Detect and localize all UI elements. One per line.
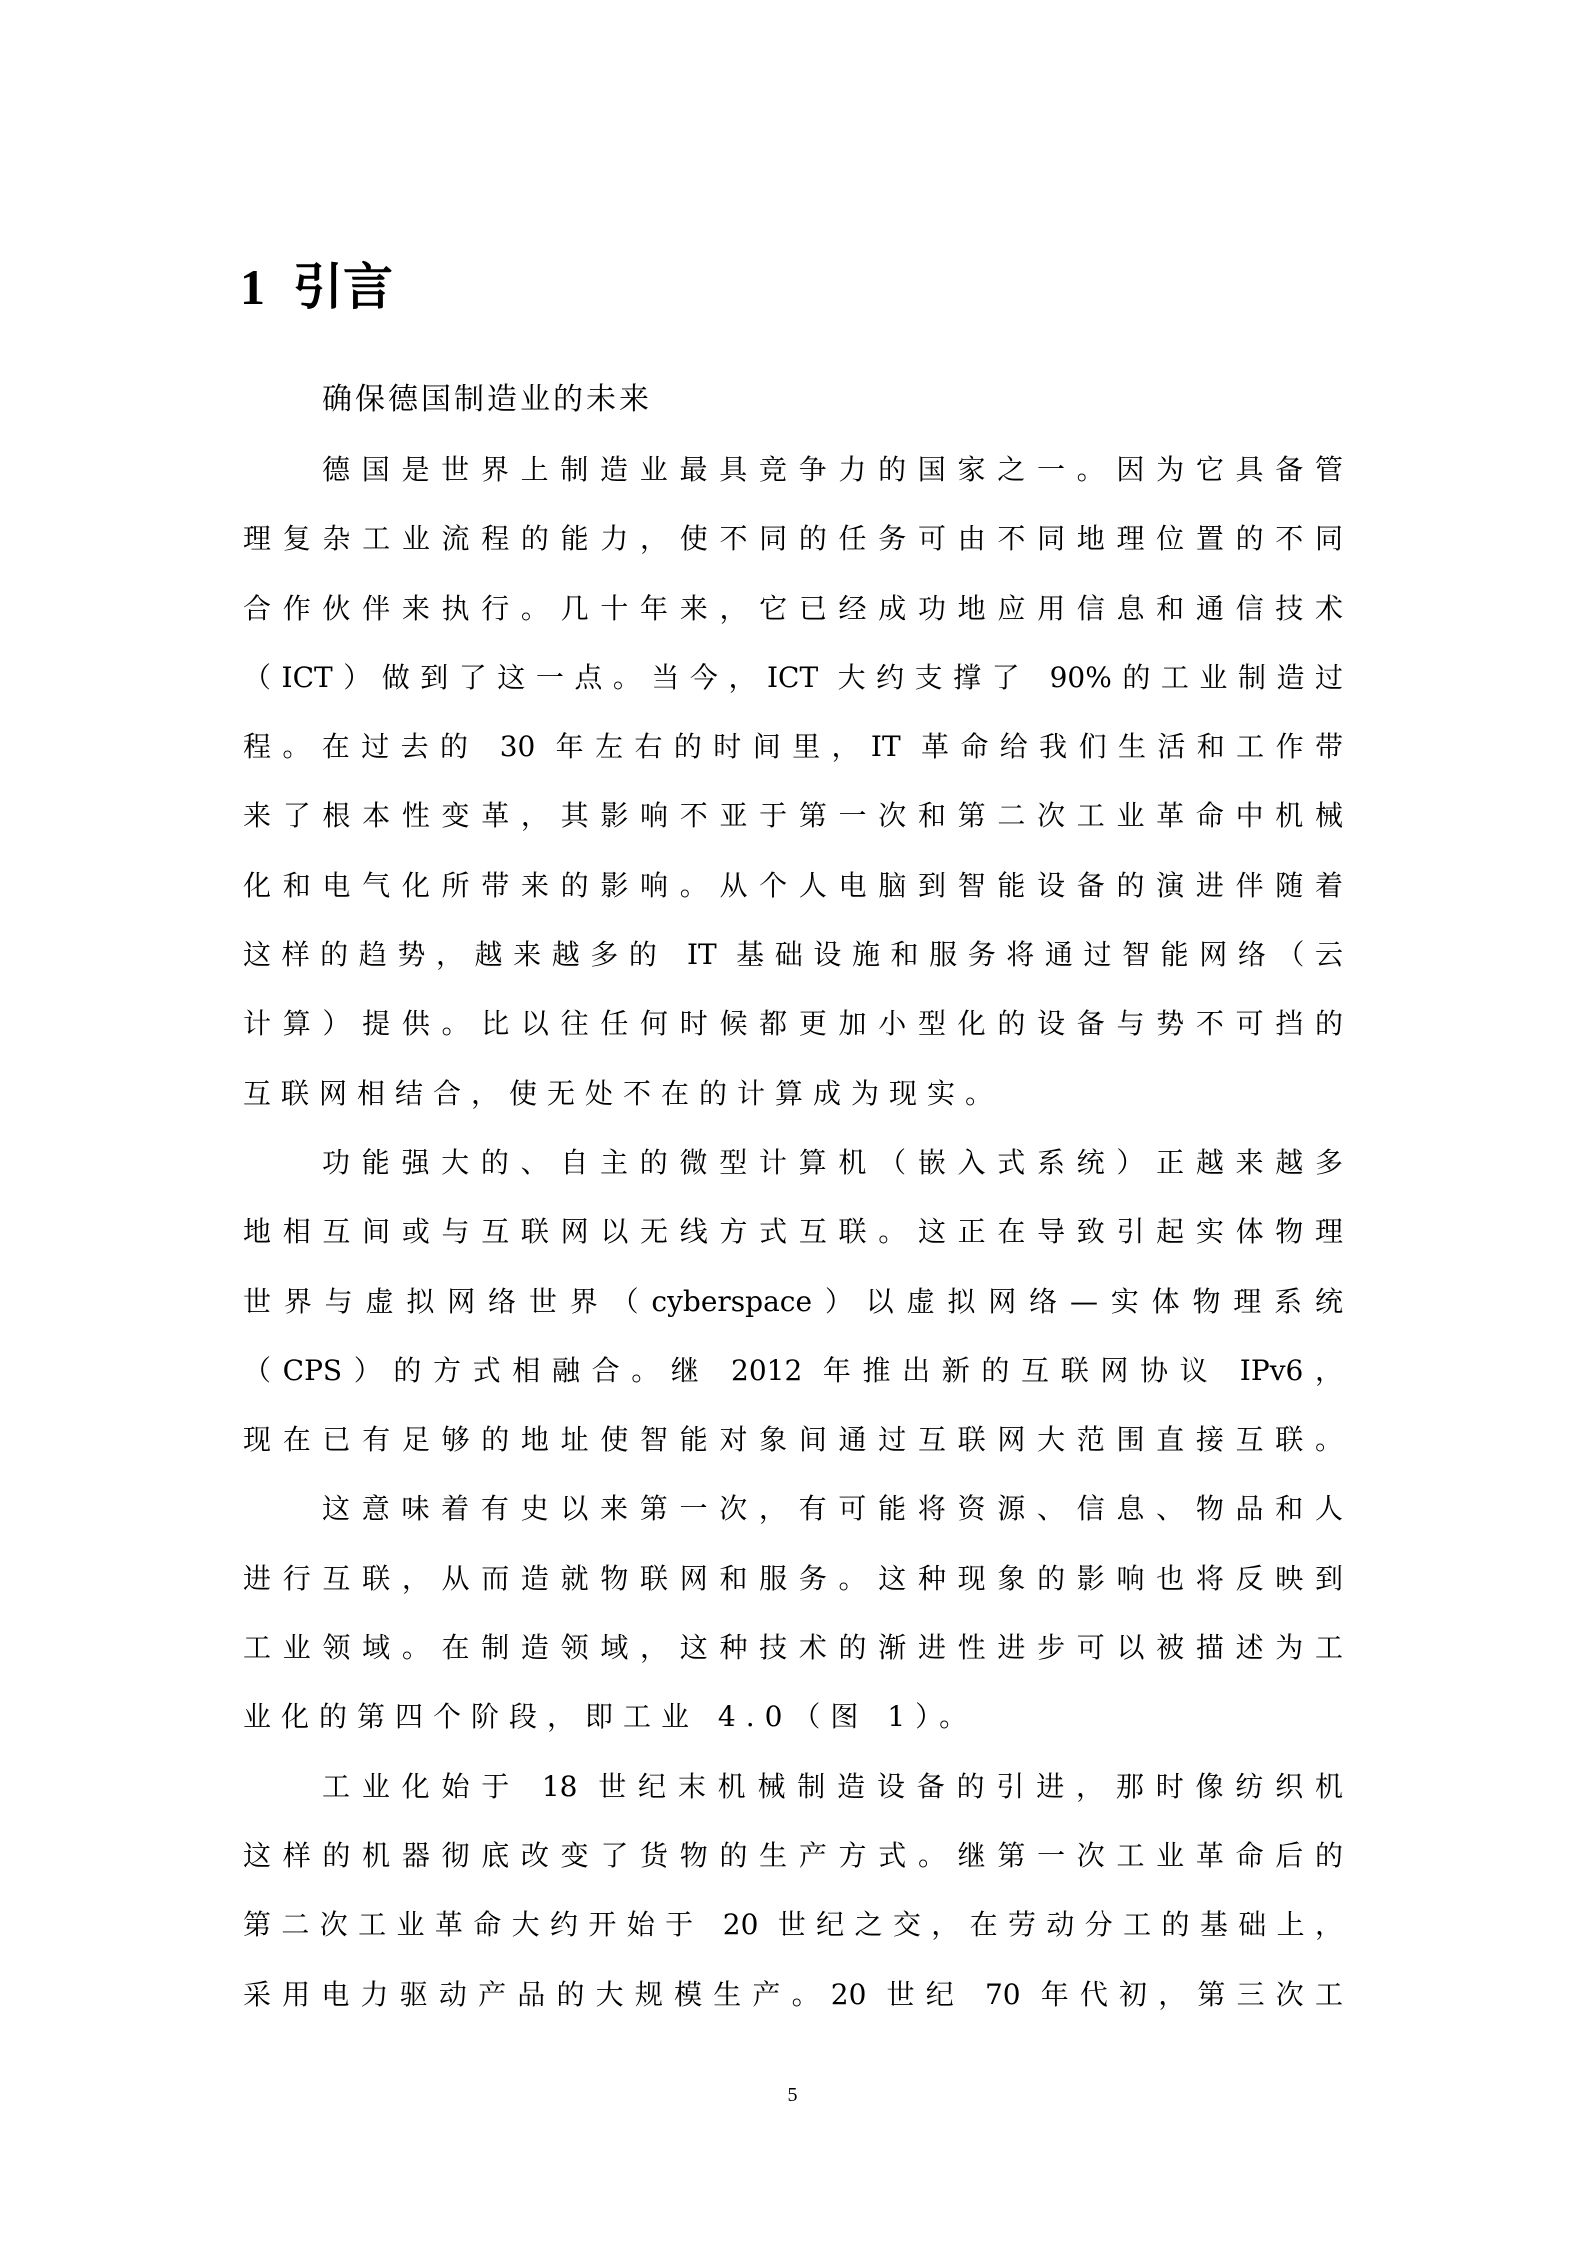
text-line: 计算）提供。比以往任何时候都更加小型化的设备与势不可挡的 bbox=[243, 1007, 1343, 1041]
text-line: 采用电力驱动产品的大规模生产。20 世纪 70 年代初，第三次工 bbox=[243, 1977, 1343, 2011]
text-line: 工业领域。在制造领域，这种技术的渐进性进步可以被描述为工 bbox=[243, 1631, 1343, 1665]
paragraph-1 bbox=[243, 435, 1343, 1128]
text-line: 程。在过去的 30 年左右的时间里，IT 革命给我们生活和工作带 bbox=[243, 730, 1343, 764]
text-line: 德国是世界上制造业最具竞争力的国家之一。因为它具备管 bbox=[322, 453, 1343, 486]
text-line: 进行互联，从而造就物联网和服务。这种现象的影响也将反映到 bbox=[243, 1561, 1343, 1595]
text-line: 这意味着有史以来第一次，有可能将资源、信息、物品和人 bbox=[322, 1492, 1343, 1526]
text-line: 现在已有足够的地址使智能对象间通过互联网大范围直接互联。 bbox=[243, 1423, 1343, 1457]
paragraph-2 bbox=[243, 1128, 1343, 1474]
chapter-title-text: 引言 bbox=[293, 259, 393, 315]
text-line: 第二次工业革命大约开始于 20 世纪之交，在劳动分工的基础上， bbox=[243, 1908, 1343, 1942]
text-line: 世界与虚拟网络世界（cyberspace）以虚拟网络—实体物理系统 bbox=[243, 1284, 1343, 1318]
text-line: 这样的趋势，越来越多的 IT 基础设施和服务将通过智能网络（云 bbox=[243, 938, 1343, 972]
paragraph-4 bbox=[243, 1752, 1343, 2029]
text-line: 功能强大的、自主的微型计算机（嵌入式系统）正越来越多 bbox=[322, 1145, 1343, 1179]
chapter-title bbox=[240, 252, 393, 322]
text-line: 来了根本性变革，其影响不亚于第一次和第二次工业革命中机械 bbox=[243, 799, 1343, 833]
text-line: 化和电气化所带来的影响。从个人电脑到智能设备的演进伴随着 bbox=[243, 868, 1343, 902]
text-line: 地相互间或与互联网以无线方式互联。这正在导致引起实体物理 bbox=[243, 1215, 1343, 1249]
body-text bbox=[243, 435, 1343, 2029]
text-line: 业化的第四个阶段，即工业 4.0（图 1）。 bbox=[243, 1700, 978, 1734]
chapter-number: 1 bbox=[240, 259, 265, 315]
page-number: 5 bbox=[787, 2084, 798, 2106]
text-line: （ICT）做到了这一点。当今，ICT 大约支撑了 90%的工业制造过 bbox=[243, 660, 1343, 694]
text-line: （CPS）的方式相融合。继 2012 年推出新的互联网协议 IPv6， bbox=[243, 1353, 1343, 1387]
text-line: 工业化始于 18 世纪末机械制造设备的引进，那时像纺织机 bbox=[322, 1769, 1343, 1803]
paragraph-3 bbox=[243, 1474, 1343, 1751]
section-title: 确保德国制造业的未来 bbox=[322, 382, 652, 417]
text-line: 理复杂工业流程的能力，使不同的任务可由不同地理位置的不同 bbox=[243, 522, 1343, 556]
text-line: 互联网相结合，使无处不在的计算成为现实。 bbox=[243, 1076, 1004, 1110]
text-line: 这样的机器彻底改变了货物的生产方式。继第一次工业革命后的 bbox=[243, 1838, 1343, 1872]
text-line: 合作伙伴来执行。几十年来，它已经成功地应用信息和通信技术 bbox=[243, 591, 1343, 625]
